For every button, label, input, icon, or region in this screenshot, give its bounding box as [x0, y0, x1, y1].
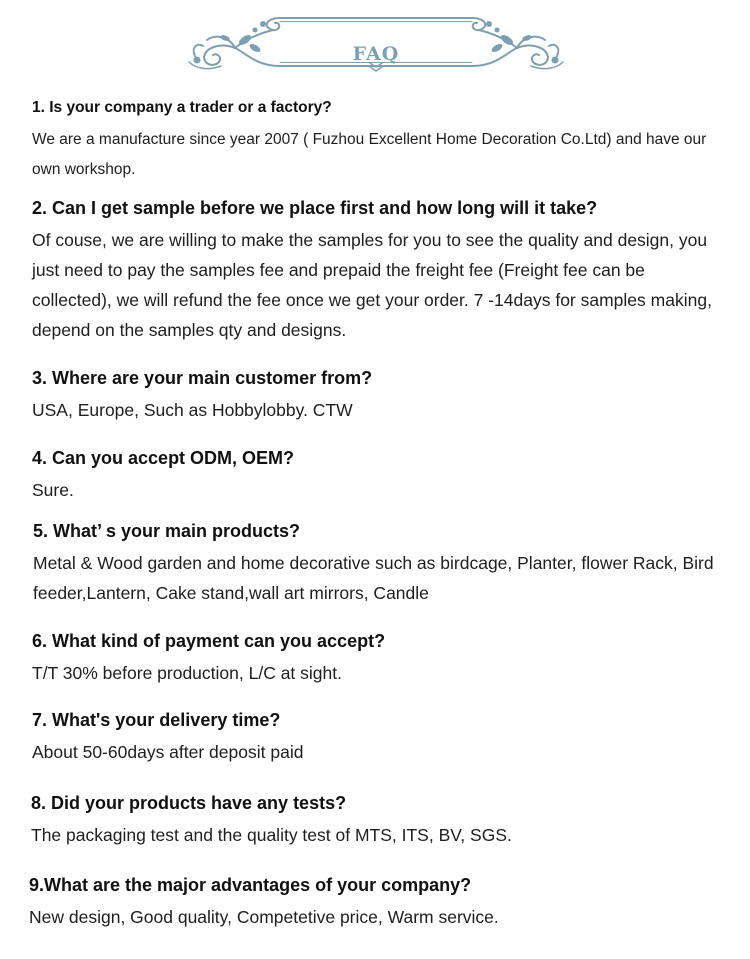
faq-answer-2: Of couse, we are willing to make the samples for you to see the quality and design, you just need to pay the samples fee and prepaid the freight fee (Freight fee can be collected), we will refund the fee once we get your order. 7 -14days for samples making, depend on the samples qty and designs.: [32, 230, 712, 340]
faq-answer-6: T/T 30% before production, L/C at sight.: [32, 663, 342, 683]
faq-answer-1: We are a manufacture since year 2007 ( Fuzhou Excellent Home Decoration Co.Ltd) and have our own workshop.: [32, 131, 707, 178]
faq-question-4: 4. Can you accept ODM, OEM?: [32, 448, 295, 468]
faq-question-9: 9.What are the major advantages of your company?: [29, 875, 472, 895]
faq-answer-5: Metal & Wood garden and home decorative such as birdcage, Planter, flower Rack, Bird feeder,Lantern, Cake stand,wall art mirrors, Candle: [33, 553, 714, 603]
page-title: FAQ: [352, 43, 400, 65]
faq-answer-4: Sure.: [32, 480, 74, 500]
faq-banner: [185, 12, 567, 74]
faq-answer-7: About 50-60days after deposit paid: [32, 742, 304, 762]
faq-question-1: 1. Is your company a trader or a factory?: [32, 99, 332, 116]
faq-answer-3: USA, Europe, Such as Hobbylobby. CTW: [32, 400, 353, 420]
faq-answer-8: The packaging test and the quality test of MTS, ITS, BV, SGS.: [31, 825, 512, 845]
faq-question-8: 8. Did your products have any tests?: [31, 793, 347, 813]
faq-question-5: 5. What’ s your main products?: [33, 521, 301, 541]
faq-question-2: 2. Can I get sample before we place first and how long will it take?: [32, 198, 598, 218]
faq-answer-9: New design, Good quality, Competetive price, Warm service.: [29, 907, 499, 927]
faq-question-3: 3. Where are your main customer from?: [32, 368, 373, 388]
faq-question-7: 7. What's your delivery time?: [32, 710, 281, 730]
faq-question-6: 6. What kind of payment can you accept?: [32, 631, 386, 651]
